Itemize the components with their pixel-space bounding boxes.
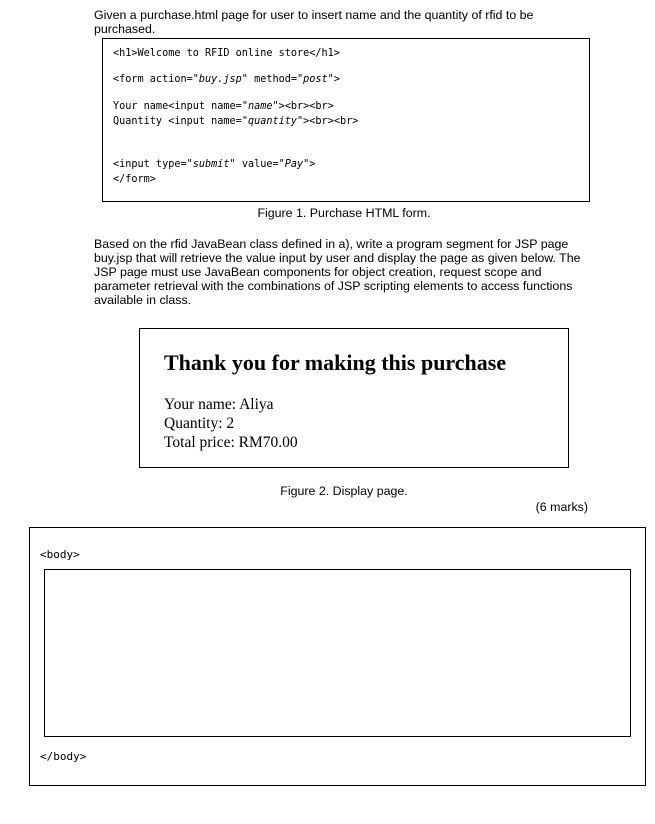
display-title: Thank you for making this purchase [164,350,507,375]
body-open-tag: <body> [40,548,80,561]
display-page-box [139,328,569,468]
code-string: "Pay" [278,159,310,170]
code-token: value= [235,159,279,170]
code-token: Quantity <input name= [113,116,242,127]
code-string: "submit" [186,159,236,170]
body-close-tag: </body> [40,750,87,763]
code-line-submit [113,158,315,171]
code-token: > [309,159,316,170]
marks-label: (6 marks) [535,500,588,514]
code-string: "post" [297,74,334,85]
code-token: Your name<input name= [113,101,242,112]
display-quantity-line: Quantity: 2 [164,415,235,432]
answer-input-area[interactable] [44,569,631,737]
code-line-quantity-input [113,115,358,128]
display-name-line: Your name: Aliya [164,396,274,413]
intro-text: Given a purchase.html page for user to insert name and the quantity of rfid to be purchased. [94,8,534,36]
code-token: <form action= [113,74,193,85]
code-token: > [333,74,340,85]
code-string: "name" [241,101,279,112]
figure2-caption: Figure 2. Display page. [280,484,408,498]
code-string: "quantity" [241,116,304,127]
code-line-name-input [113,100,334,113]
display-price-line: Total price: RM70.00 [164,434,298,451]
figure1-caption: Figure 1. Purchase HTML form. [257,206,431,220]
code-token: method= [247,74,298,85]
code-figure-box [102,38,590,202]
code-token: ><br><br> [278,101,334,112]
code-line-form [113,73,340,86]
code-line-form-close: </form> [113,174,156,185]
code-token: ><br><br> [303,116,359,127]
code-token: <input type= [113,159,187,170]
code-string: "buy.jsp" [192,74,248,85]
answer-outer-box [29,527,646,786]
question-text: Based on the rfid JavaBean class defined in a), write a program segment for JSP page buy.jsp that will retrieve the value input by user and display the page as given below. The JSP page must use JavaBean components for object creation, request scope and parameter retrieval with the combinations of JSP scripting elements to access functions available in class. [94,237,581,307]
code-line-h1: <h1>Welcome to RFID online store</h1> [113,48,340,59]
